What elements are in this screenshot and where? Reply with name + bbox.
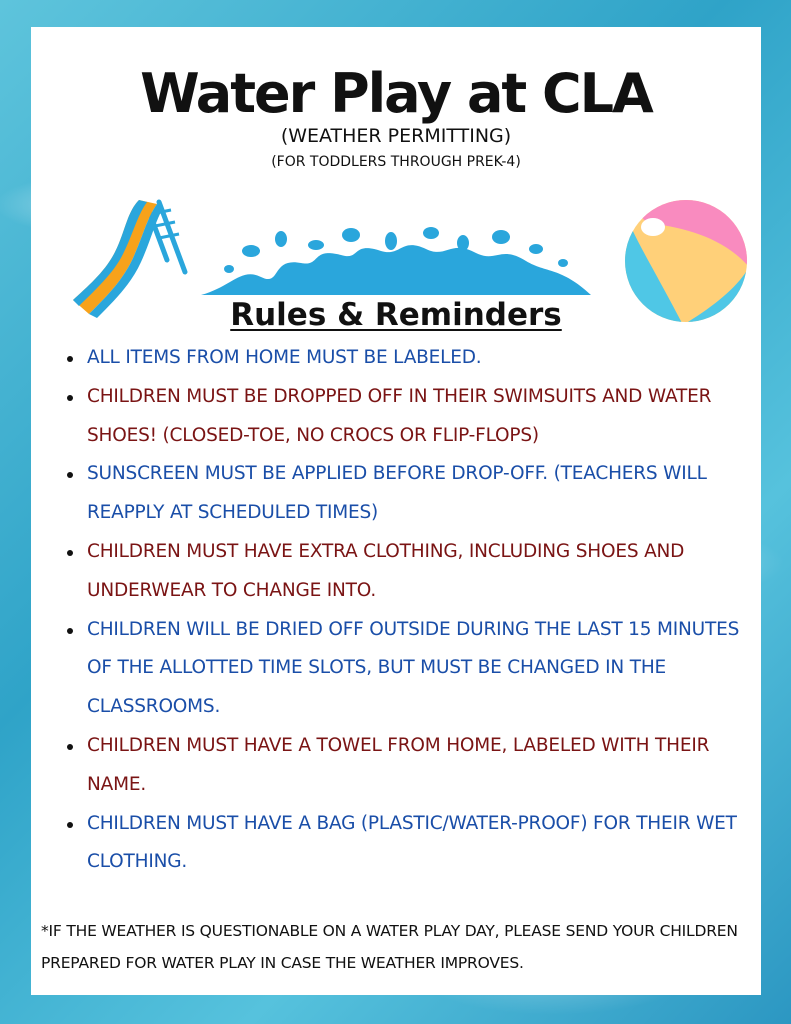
- flyer-subtitle: (WEATHER PERMITTING): [280, 125, 512, 147]
- flyer-card: [31, 27, 761, 995]
- rule-item: CHILDREN WILL BE DRIED OFF OUTSIDE DURING THE LAST 15 MINUTES OF THE ALLOTTED TIME SLOTS, BUT MUST BE CHANGED IN THE CLASSROOMS.: [61, 611, 751, 727]
- rules-heading: Rules & Reminders: [230, 297, 562, 333]
- flyer-audience: (FOR TODDLERS THROUGH PREK-4): [271, 154, 521, 170]
- rule-item: CHILDREN MUST HAVE A TOWEL FROM HOME, LABELED WITH THEIR NAME.: [61, 727, 751, 805]
- weather-footnote: *IF THE WEATHER IS QUESTIONABLE ON A WATER PLAY DAY, PLEASE SEND YOUR CHILDREN PREPARED FOR WATER PLAY IN CASE THE WEATHER IMPROVES.: [41, 922, 738, 972]
- rules-list: [61, 339, 751, 882]
- water-splash-icon: [201, 227, 591, 299]
- flyer-title: Water Play at CLA: [140, 62, 652, 125]
- rule-item: CHILDREN MUST HAVE EXTRA CLOTHING, INCLUDING SHOES AND UNDERWEAR TO CHANGE INTO.: [61, 533, 751, 611]
- rule-item: CHILDREN MUST BE DROPPED OFF IN THEIR SWIMSUITS AND WATER SHOES! (CLOSED-TOE, NO CROCS OR FLIP-FLOPS): [61, 378, 751, 456]
- rule-item: SUNSCREEN MUST BE APPLIED BEFORE DROP-OFF. (TEACHERS WILL REAPPLY AT SCHEDULED TIMES): [61, 455, 751, 533]
- rule-item: CHILDREN MUST HAVE A BAG (PLASTIC/WATER-PROOF) FOR THEIR WET CLOTHING.: [61, 805, 751, 883]
- rule-item: ALL ITEMS FROM HOME MUST BE LABELED.: [61, 339, 751, 378]
